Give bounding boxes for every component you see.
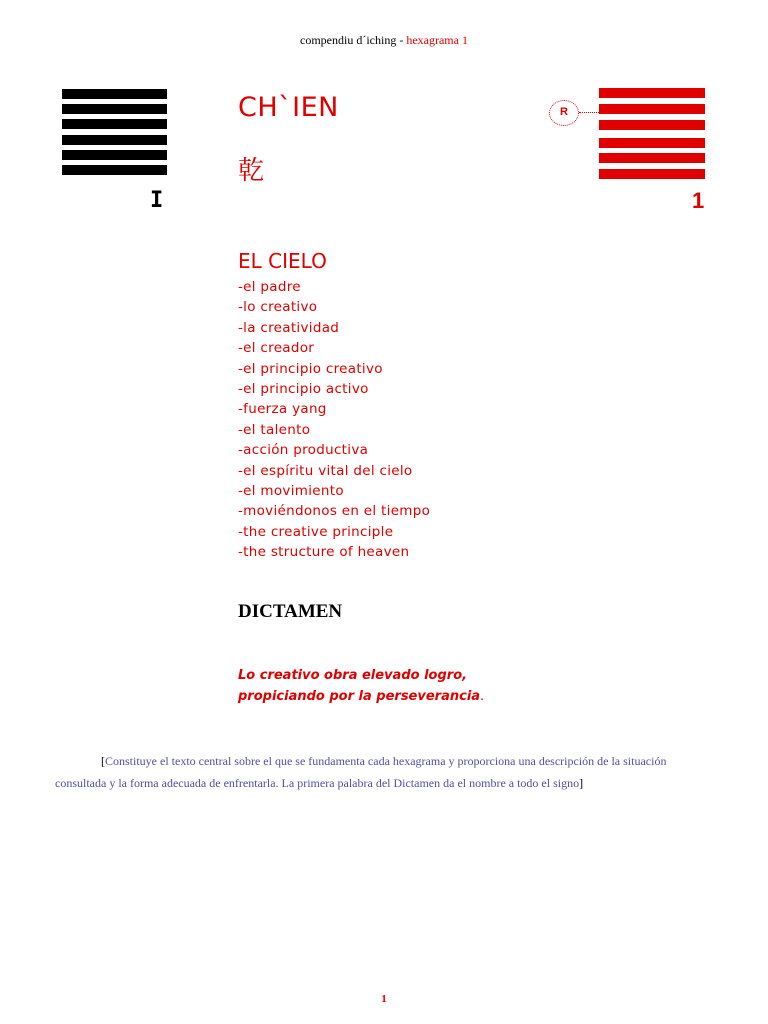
note-open-bracket: [	[101, 754, 105, 768]
reference-connector	[579, 112, 599, 113]
hexagram-line	[599, 120, 705, 130]
dictamen-verse	[238, 665, 484, 707]
list-item: -moviéndonos en el tiempo	[238, 503, 431, 520]
list-item: -el padre	[238, 279, 301, 295]
attribute-list	[238, 277, 430, 562]
verse-period: .	[480, 689, 485, 704]
hexagram-subtitle: EL CIELO	[238, 249, 327, 273]
note-close-bracket: ]	[579, 776, 584, 790]
list-item: -fuerza yang	[238, 401, 327, 418]
hexagram-line	[62, 89, 167, 99]
list-item: -la creatividad	[238, 319, 340, 336]
verse-line-text: propiciando por la perseverancia	[238, 689, 481, 704]
hexagram-line	[62, 150, 167, 160]
list-item: -acción productiva	[238, 442, 369, 459]
hexagram-line	[599, 138, 705, 148]
list-item: -el principio creativo	[238, 360, 383, 377]
hexagram-line	[62, 104, 167, 114]
list-item: -el creador	[238, 340, 315, 357]
list-item: -the creative principle	[238, 523, 394, 540]
list-item: -el espíritu vital del cielo	[238, 462, 413, 479]
reference-badge: R	[549, 100, 579, 126]
hexagram-title: CH`IEN	[238, 92, 339, 123]
hexagram-line	[599, 104, 705, 114]
explanatory-note	[55, 750, 715, 794]
hexagram-line	[62, 135, 167, 145]
verse-line-2	[238, 686, 484, 707]
header-prefix: compendiu d´iching -	[300, 33, 407, 47]
hexagram-line	[62, 165, 167, 175]
list-item: -el talento	[238, 421, 311, 438]
hexagram-left	[62, 89, 167, 180]
page-number: 1	[381, 993, 387, 1005]
note-text: Constituye el texto central sobre el que se fundamenta cada hexagrama y proporciona una descripción de la situación consultada y la forma adecuada de enfrentarla. La primera palabra del Dictamen da el nombre a todo el signo	[55, 754, 667, 790]
dictamen-heading: DICTAMEN	[238, 601, 343, 622]
hexagram-line	[599, 153, 705, 163]
list-item: -the structure of heaven	[238, 544, 410, 561]
header-hexagram-label: hexagrama 1	[406, 33, 468, 47]
hexagram-line	[599, 169, 705, 179]
list-item: -el principio activo	[238, 380, 369, 397]
page-header	[0, 33, 768, 48]
list-item: -el movimiento	[238, 482, 344, 499]
hexagram-line	[599, 88, 705, 98]
hexagram-character: 乾	[238, 156, 265, 186]
hexagram-right-number: 1	[692, 188, 705, 213]
hexagram-right	[599, 88, 705, 185]
verse-line: Lo creativo obra elevado logro,	[238, 668, 468, 683]
list-item: -lo creativo	[238, 299, 318, 316]
hexagram-line	[62, 119, 167, 129]
hexagram-left-numeral: I	[150, 188, 164, 213]
